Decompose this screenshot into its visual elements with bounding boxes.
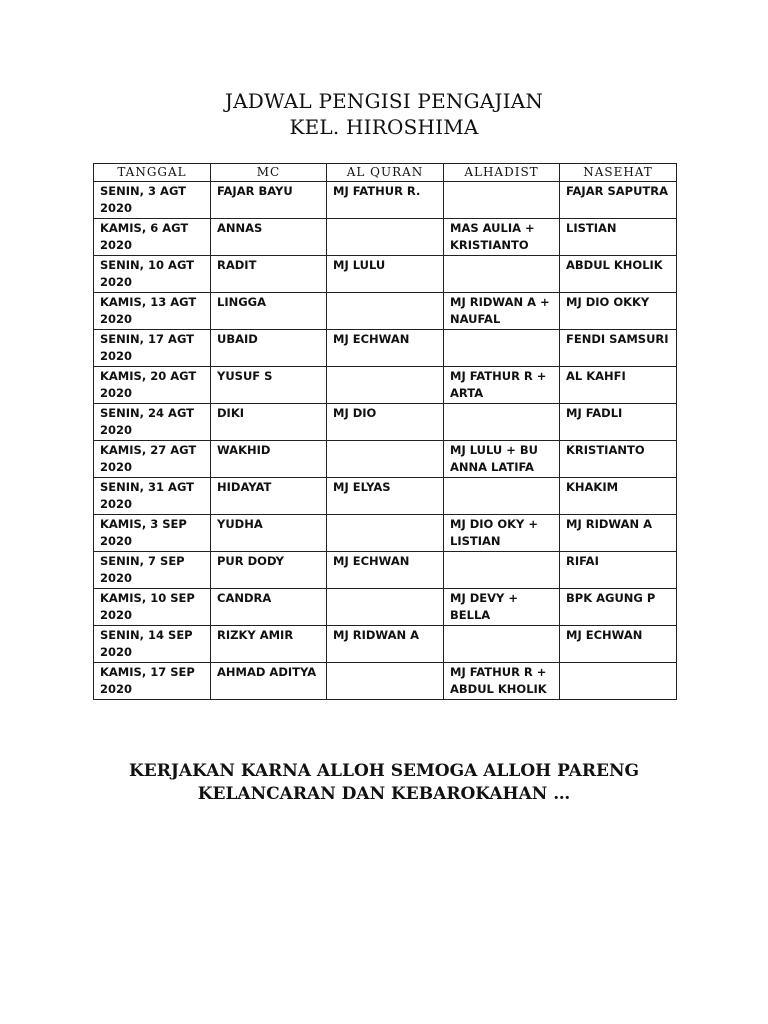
title-line-2: KEL. HIROSHIMA bbox=[289, 115, 479, 139]
table-row bbox=[94, 330, 677, 367]
table-row bbox=[94, 293, 677, 330]
cell-tanggal: KAMIS, 17 SEP 2020 bbox=[94, 663, 211, 700]
table-row bbox=[94, 515, 677, 552]
table-row bbox=[94, 219, 677, 256]
cell-al-quran bbox=[327, 293, 444, 330]
cell-alhadist: MJ DEVY + BELLA bbox=[444, 589, 560, 626]
cell-mc: YUDHA bbox=[211, 515, 327, 552]
cell-nasehat: KHAKIM bbox=[560, 478, 677, 515]
cell-nasehat: LISTIAN bbox=[560, 219, 677, 256]
cell-nasehat bbox=[560, 663, 677, 700]
cell-mc: RADIT bbox=[211, 256, 327, 293]
cell-alhadist bbox=[444, 626, 560, 663]
column-header-al-quran: AL QURAN bbox=[327, 164, 444, 182]
cell-nasehat: ABDUL KHOLIK bbox=[560, 256, 677, 293]
table-row bbox=[94, 626, 677, 663]
cell-nasehat: MJ FADLI bbox=[560, 404, 677, 441]
cell-tanggal: KAMIS, 3 SEP 2020 bbox=[94, 515, 211, 552]
cell-tanggal: KAMIS, 27 AGT 2020 bbox=[94, 441, 211, 478]
cell-al-quran: MJ DIO bbox=[327, 404, 444, 441]
closing-message bbox=[0, 760, 768, 806]
cell-mc: RIZKY AMIR bbox=[211, 626, 327, 663]
header-row bbox=[94, 164, 677, 182]
schedule-header bbox=[94, 164, 677, 182]
schedule-table bbox=[93, 163, 677, 700]
cell-alhadist: MJ FATHUR R + ABDUL KHOLIK bbox=[444, 663, 560, 700]
cell-al-quran bbox=[327, 663, 444, 700]
table-row bbox=[94, 552, 677, 589]
cell-al-quran bbox=[327, 367, 444, 404]
cell-mc: FAJAR BAYU bbox=[211, 182, 327, 219]
cell-mc: AHMAD ADITYA bbox=[211, 663, 327, 700]
table-row bbox=[94, 182, 677, 219]
cell-mc: YUSUF S bbox=[211, 367, 327, 404]
cell-nasehat: MJ RIDWAN A bbox=[560, 515, 677, 552]
cell-mc: LINGGA bbox=[211, 293, 327, 330]
cell-tanggal: SENIN, 3 AGT 2020 bbox=[94, 182, 211, 219]
cell-alhadist bbox=[444, 330, 560, 367]
column-header-mc: MC bbox=[211, 164, 327, 182]
cell-al-quran: MJ ECHWAN bbox=[327, 330, 444, 367]
cell-tanggal: SENIN, 17 AGT 2020 bbox=[94, 330, 211, 367]
cell-al-quran: MJ FATHUR R. bbox=[327, 182, 444, 219]
table-row bbox=[94, 663, 677, 700]
table-row bbox=[94, 589, 677, 626]
cell-al-quran bbox=[327, 589, 444, 626]
cell-tanggal: KAMIS, 6 AGT 2020 bbox=[94, 219, 211, 256]
cell-mc: ANNAS bbox=[211, 219, 327, 256]
cell-tanggal: SENIN, 31 AGT 2020 bbox=[94, 478, 211, 515]
table-row bbox=[94, 404, 677, 441]
cell-alhadist bbox=[444, 256, 560, 293]
cell-mc: HIDAYAT bbox=[211, 478, 327, 515]
cell-mc: DIKI bbox=[211, 404, 327, 441]
column-header-alhadist: ALHADIST bbox=[444, 164, 560, 182]
cell-alhadist: MAS AULIA + KRISTIANTO bbox=[444, 219, 560, 256]
cell-al-quran: MJ LULU bbox=[327, 256, 444, 293]
cell-nasehat: KRISTIANTO bbox=[560, 441, 677, 478]
closing-line-1: KERJAKAN KARNA ALLOH SEMOGA ALLOH PARENG bbox=[128, 761, 640, 781]
table-row bbox=[94, 478, 677, 515]
cell-mc: CANDRA bbox=[211, 589, 327, 626]
cell-alhadist: MJ DIO OKY + LISTIAN bbox=[444, 515, 560, 552]
cell-nasehat: MJ ECHWAN bbox=[560, 626, 677, 663]
table-row bbox=[94, 256, 677, 293]
cell-al-quran: MJ ECHWAN bbox=[327, 552, 444, 589]
cell-tanggal: SENIN, 10 AGT 2020 bbox=[94, 256, 211, 293]
cell-nasehat: FENDI SAMSURI bbox=[560, 330, 677, 367]
cell-alhadist: MJ RIDWAN A + NAUFAL bbox=[444, 293, 560, 330]
cell-nasehat: BPK AGUNG P bbox=[560, 589, 677, 626]
cell-mc: PUR DODY bbox=[211, 552, 327, 589]
cell-alhadist bbox=[444, 552, 560, 589]
table-row bbox=[94, 441, 677, 478]
cell-al-quran bbox=[327, 515, 444, 552]
cell-al-quran bbox=[327, 219, 444, 256]
cell-tanggal: KAMIS, 13 AGT 2020 bbox=[94, 293, 211, 330]
title-line-1: JADWAL PENGISI PENGAJIAN bbox=[224, 89, 544, 113]
closing-line-2: KELANCARAN DAN KEBAROKAHAN … bbox=[197, 784, 571, 804]
cell-tanggal: KAMIS, 20 AGT 2020 bbox=[94, 367, 211, 404]
cell-alhadist bbox=[444, 182, 560, 219]
cell-tanggal: SENIN, 24 AGT 2020 bbox=[94, 404, 211, 441]
cell-alhadist: MJ LULU + BU ANNA LATIFA bbox=[444, 441, 560, 478]
cell-tanggal: SENIN, 7 SEP 2020 bbox=[94, 552, 211, 589]
table-row bbox=[94, 367, 677, 404]
cell-nasehat: MJ DIO OKKY bbox=[560, 293, 677, 330]
document-title bbox=[0, 88, 768, 140]
cell-alhadist bbox=[444, 404, 560, 441]
cell-al-quran: MJ ELYAS bbox=[327, 478, 444, 515]
cell-tanggal: SENIN, 14 SEP 2020 bbox=[94, 626, 211, 663]
column-header-tanggal: TANGGAL bbox=[94, 164, 211, 182]
cell-al-quran: MJ RIDWAN A bbox=[327, 626, 444, 663]
cell-nasehat: FAJAR SAPUTRA bbox=[560, 182, 677, 219]
cell-mc: WAKHID bbox=[211, 441, 327, 478]
cell-mc: UBAID bbox=[211, 330, 327, 367]
cell-nasehat: RIFAI bbox=[560, 552, 677, 589]
cell-alhadist: MJ FATHUR R + ARTA bbox=[444, 367, 560, 404]
column-header-nasehat: NASEHAT bbox=[560, 164, 677, 182]
cell-alhadist bbox=[444, 478, 560, 515]
cell-nasehat: AL KAHFI bbox=[560, 367, 677, 404]
cell-tanggal: KAMIS, 10 SEP 2020 bbox=[94, 589, 211, 626]
schedule-body bbox=[94, 182, 677, 700]
cell-al-quran bbox=[327, 441, 444, 478]
